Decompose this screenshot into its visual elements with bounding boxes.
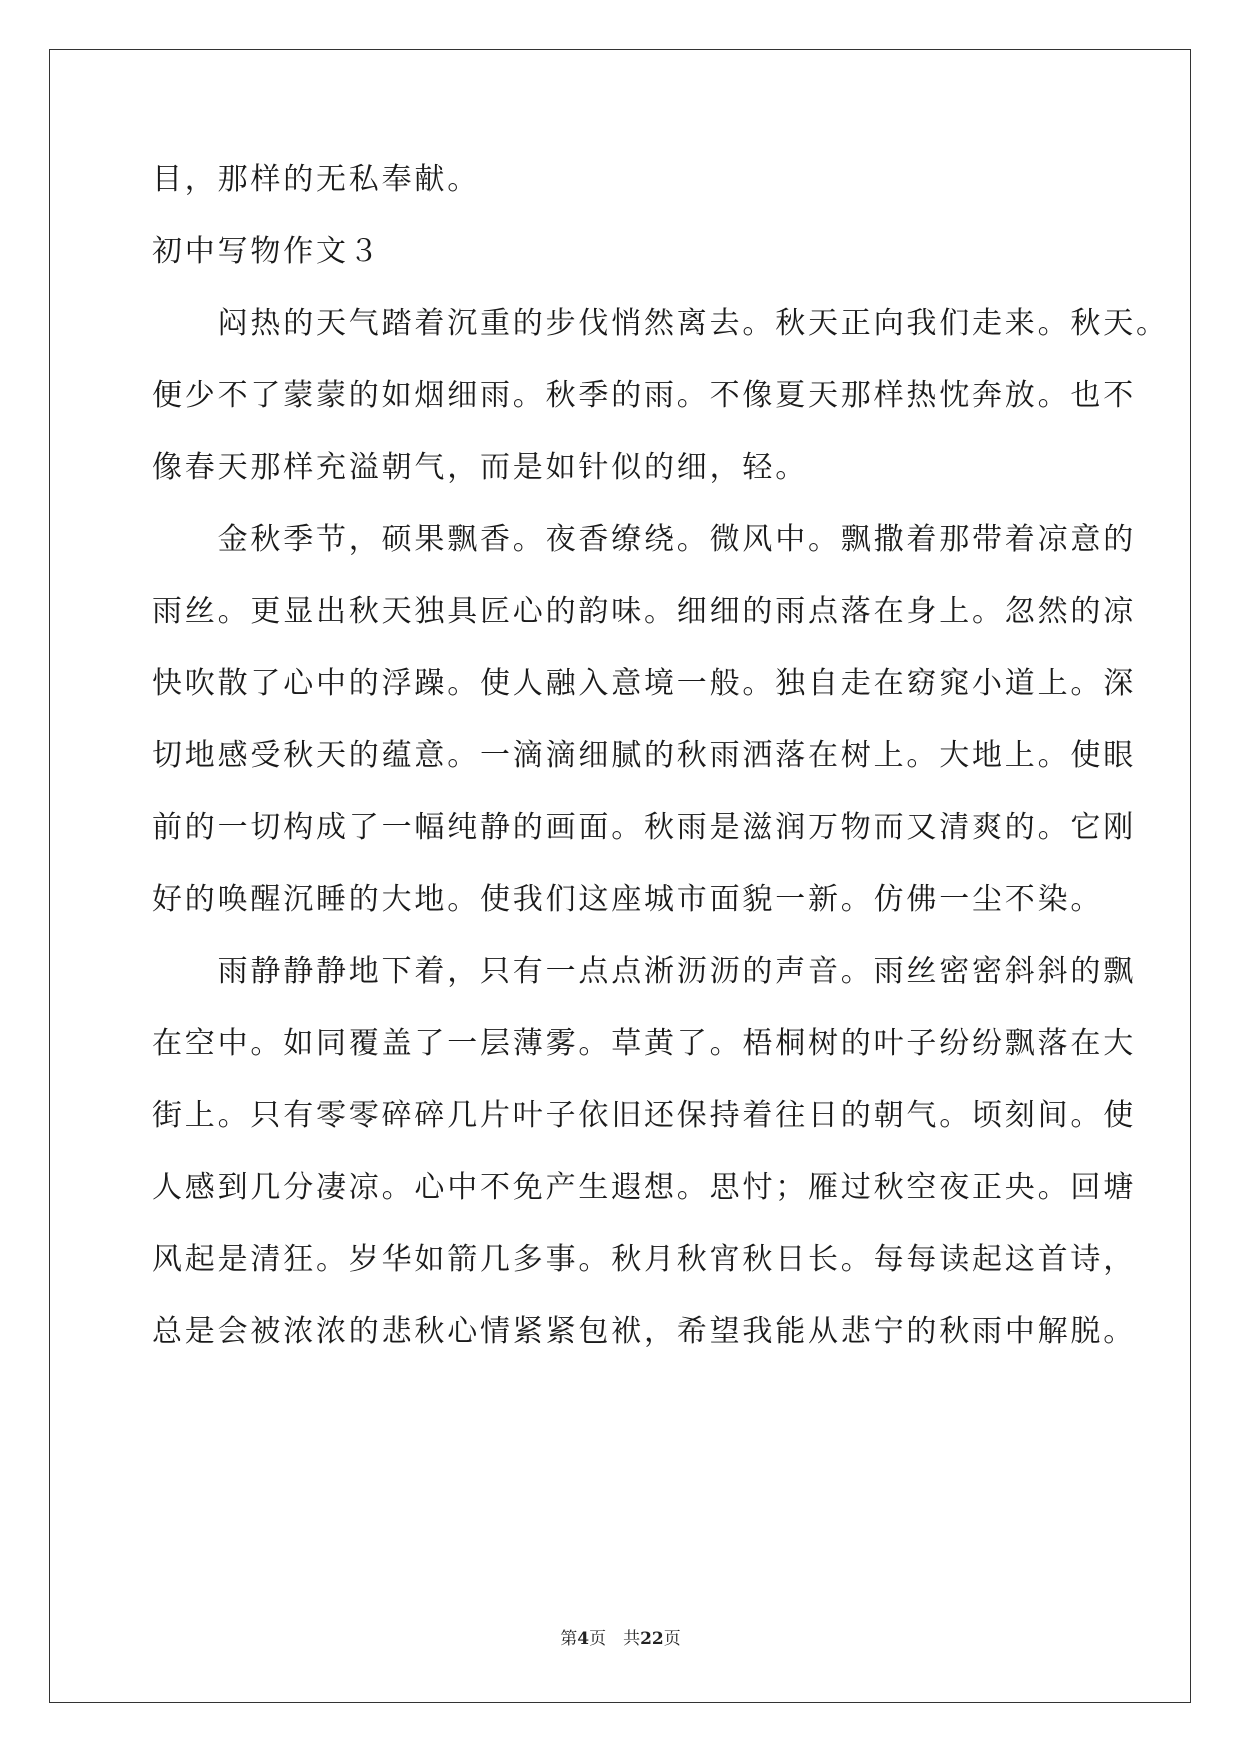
text-line: 在空中。如同覆盖了一层薄雾。草黄了。梧桐树的叶子纷纷飘落在大 [152, 1026, 1136, 1061]
text-line: 像春天那样充溢朝气，而是如针似的细，轻。 [152, 450, 808, 485]
text-line: 金秋季节，硕果飘香。夜香缭绕。微风中。飘撒着那带着凉意的 [152, 522, 1136, 557]
text-line: 雨静静静地下着，只有一点点淅沥沥的声音。雨丝密密斜斜的飘 [152, 954, 1136, 989]
footer-suffix: 页 [663, 1629, 681, 1649]
text-line: 快吹散了心中的浮躁。使人融入意境一般。独自走在窈窕小道上。深 [152, 666, 1136, 701]
page-border [49, 49, 1191, 1703]
text-line: 闷热的天气踏着沉重的步伐悄然离去。秋天正向我们走来。秋天。 [152, 306, 1169, 341]
text-line: 好的唤醒沉睡的大地。使我们这座城市面貌一新。仿佛一尘不染。 [152, 882, 1104, 917]
total-page-count: 22 [640, 1629, 664, 1649]
section-heading: 初中写物作文３ [152, 234, 382, 269]
text-line: 街上。只有零零碎碎几片叶子依旧还保持着往日的朝气。顷刻间。使 [152, 1098, 1136, 1133]
footer-mid: 页 共 [589, 1629, 641, 1649]
text-line: 前的一切构成了一幅纯静的画面。秋雨是滋润万物而又清爽的。它刚 [152, 810, 1136, 845]
text-line: 雨丝。更显出秋天独具匠心的韵味。细细的雨点落在身上。忽然的凉 [152, 594, 1136, 629]
text-line: 便少不了蒙蒙的如烟细雨。秋季的雨。不像夏天那样热忱奔放。也不 [152, 378, 1136, 413]
text-line: 目，那样的无私奉献。 [152, 162, 480, 197]
text-line: 切地感受秋天的蕴意。一滴滴细腻的秋雨洒落在树上。大地上。使眼 [152, 738, 1136, 773]
page-footer [0, 1624, 1241, 1649]
text-line: 总是会被浓浓的悲秋心情紧紧包袱，希望我能从悲宁的秋雨中解脱。 [152, 1314, 1136, 1349]
text-line: 人感到几分凄凉。心中不免产生遐想。思忖；雁过秋空夜正央。回塘 [152, 1170, 1136, 1205]
text-line: 风起是清狂。岁华如箭几多事。秋月秋宵秋日长。每每读起这首诗， [152, 1242, 1136, 1277]
current-page-number: 4 [577, 1629, 590, 1649]
footer-prefix: 第 [560, 1629, 578, 1649]
